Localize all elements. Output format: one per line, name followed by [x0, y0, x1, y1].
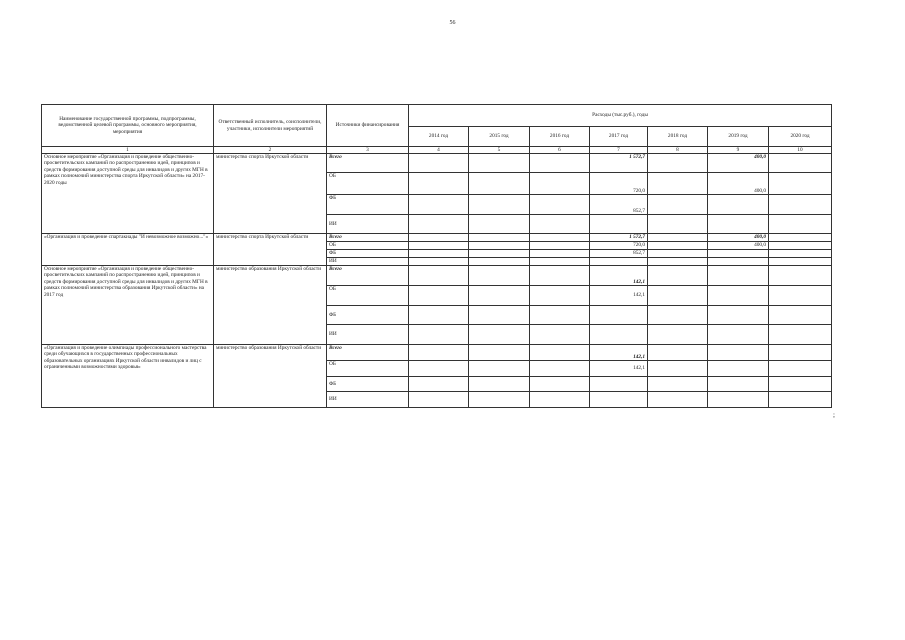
responsible: министерство спорта Иркутской области	[214, 154, 327, 234]
column-number: 7	[590, 147, 648, 154]
column-number: 1	[42, 147, 214, 154]
responsible: министерство образования Иркутской области	[214, 345, 327, 408]
source-cell: Всего	[327, 266, 409, 286]
value-2017: 142,1	[590, 266, 648, 286]
value-2019	[708, 258, 769, 266]
value-2017: 720,0	[590, 173, 648, 195]
column-number: 4	[409, 147, 469, 154]
value-2019: 400,0	[708, 242, 769, 250]
activity-name: «Организация и проведение олимпиады профессионального мастерства среди обучающихся в государственных профессиональных образовательных организациях Иркутской области инвалидов и лиц с ограниченными возможностями здоровья»	[42, 345, 214, 408]
source-cell: ОБ	[327, 361, 409, 377]
value-2019: 400,0	[708, 234, 769, 242]
column-number: 5	[469, 147, 530, 154]
source-cell: ИИ	[327, 258, 409, 266]
activity-name: Основное мероприятие «Организация и проведение общественно-просветительских кампаний по распространению идей, принципов и средств формирования доступной среды для инвалидов и других МГН в рамках полномочий министерства образования Иркутской области» на 2017 год	[42, 266, 214, 345]
source-cell: Всего	[327, 154, 409, 173]
value-2019	[708, 345, 769, 361]
value-2017	[590, 306, 648, 325]
column-number: 2	[214, 147, 327, 154]
header-year: 2018 год	[648, 127, 708, 147]
value-2019	[708, 361, 769, 377]
responsible: министерство спорта Иркутской области	[214, 234, 327, 266]
header-responsible: Ответственный исполнитель, соисполнители, участники, исполнители мероприятий	[214, 105, 327, 147]
header-source: Источники финансирования	[327, 105, 409, 147]
header-year: 2019 год	[708, 127, 769, 147]
source-cell: ФБ	[327, 306, 409, 325]
activity-name: Основное мероприятие «Организация и проведение общественно-просветительских кампаний по распространению идей, принципов и средств формирования доступной среды для инвалидов и других МГН в рамках полномочий министерства спорта Иркутской области» на 2017-2020 годы	[42, 154, 214, 234]
value-2019: 400,0	[708, 173, 769, 195]
activity-name: «Организация и проведение спартакиады "И невозможное возможно..."»	[42, 234, 214, 266]
header-year: 2020 год	[769, 127, 832, 147]
header-year: 2015 год	[469, 127, 530, 147]
header-year: 2017 год	[590, 127, 648, 147]
value-2019	[708, 325, 769, 345]
value-2017	[590, 377, 648, 392]
column-number: 6	[530, 147, 590, 154]
value-2019: 400,0	[708, 154, 769, 173]
value-2019	[708, 377, 769, 392]
value-2017: 142,1	[590, 361, 648, 377]
value-2017: 852,7	[590, 195, 648, 215]
source-cell: Всего	[327, 345, 409, 361]
value-2019	[708, 392, 769, 408]
value-2017: 142,1	[590, 286, 648, 306]
source-cell: ОБ	[327, 286, 409, 306]
value-2019	[708, 195, 769, 215]
source-cell: ОБ	[327, 242, 409, 250]
header-year: 2016 год	[530, 127, 590, 147]
source-cell: ОБ	[327, 173, 409, 195]
value-2017	[590, 325, 648, 345]
budget-table	[41, 104, 832, 408]
value-2017	[590, 258, 648, 266]
value-2017: 1 572,7	[590, 234, 648, 242]
value-2019	[708, 215, 769, 234]
value-2017	[590, 215, 648, 234]
source-cell: ФБ	[327, 195, 409, 215]
source-cell: Всего	[327, 234, 409, 242]
column-number: 9	[708, 147, 769, 154]
source-cell: ИИ	[327, 325, 409, 345]
source-cell: ИИ	[327, 215, 409, 234]
header-name: Наименование государственной программы, подпрограммы, ведомственной целевой программы, основного мероприятия, мероприятия	[42, 105, 214, 147]
source-cell: ФБ	[327, 250, 409, 258]
value-2017	[590, 392, 648, 408]
header-year: 2014 год	[409, 127, 469, 147]
value-2017: 1 572,7	[590, 154, 648, 173]
value-2019	[708, 286, 769, 306]
column-number: 3	[327, 147, 409, 154]
page-number: 56	[449, 20, 456, 26]
trailing-mark: ;	[833, 411, 835, 419]
value-2019	[708, 250, 769, 258]
value-2019	[708, 266, 769, 286]
column-number: 8	[648, 147, 708, 154]
column-number: 10	[769, 147, 832, 154]
value-2017: 720,0	[590, 242, 648, 250]
value-2017: 852,7	[590, 250, 648, 258]
header-expenses: Расходы (тыс.руб.), годы	[409, 105, 832, 127]
source-cell: ИИ	[327, 392, 409, 408]
responsible: министерство образования Иркутской области	[214, 266, 327, 345]
source-cell: ФБ	[327, 377, 409, 392]
value-2019	[708, 306, 769, 325]
value-2017: 142,1	[590, 345, 648, 361]
